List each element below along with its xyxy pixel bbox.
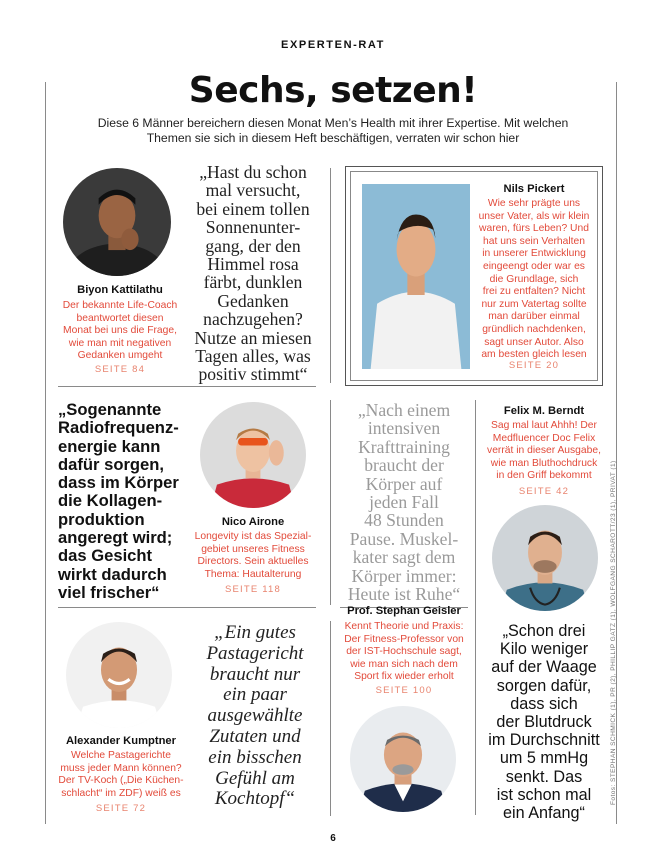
expert-name: Felix M. Berndt (503, 405, 585, 417)
section-kicker: EXPERTEN-RAT (281, 39, 385, 51)
portrait-icon (200, 402, 306, 508)
column-rule-lower (330, 621, 331, 816)
expert-description: Kennt Theorie und Praxis: Der Fitness-Professor von der IST-Hochschule sagt, wie man sich nach dem Sport fix wieder erholt (344, 621, 464, 683)
avatar-alexander-kumptner (66, 622, 172, 728)
page-reference[interactable]: SEITE 84 (94, 364, 146, 375)
photo-nils-pickert (362, 184, 470, 369)
column-rule-right (475, 400, 476, 815)
expert-description: Welche Pastagerichte muss jeder Mann können? Der TV-Koch („Die Küchen- schlacht“ im ZDF) weiß es (58, 750, 184, 799)
page-reference[interactable]: SEITE 118 (224, 584, 282, 595)
expert-description: Wie sehr prägte uns unser Vater, als wir klein waren, fürs Leben? Und hat uns sein Verhalten in unserer Entwicklung eingeengt oder war es die Grundlage, sich frei zu entfalten? Nicht nur zum Vatertag sollte man darüber einmal gründlich nachdenken, sagt unser Autor. Also am besten gleich lesen (478, 198, 590, 361)
expert-quote: „Sogenannte Radiofrequenz- energie kann dafür sorgen, dass im Körper die Kollagen- produktion angeregt wird; das Gesicht wirkt dadurch viel frischer“ (58, 400, 179, 602)
portrait-icon (66, 622, 172, 728)
expert-name: Nico Airone (221, 516, 285, 528)
expert-name: Alexander Kumptner (65, 735, 177, 747)
expert-quote: „Hast du schon mal versucht, bei einem tollen Sonnenunter- gang, der den Himmel rosa färbt, dunklen Gedanken nachzugehen? Nutze an miesen Tagen alles, was positiv stimmt“ (194, 162, 312, 385)
divider-left-2 (58, 607, 316, 608)
column-rule-upper (330, 168, 331, 383)
page-number: 6 (330, 833, 336, 844)
portrait-icon (350, 706, 456, 812)
divider-left-1 (58, 386, 316, 387)
avatar-felix-berndt (492, 505, 598, 611)
intro-text: Diese 6 Männer bereichern diesen Monat Men’s Health mit ihrer Expertise. Mit welchen Themen sie sich in diesem Heft beschäftigen, verraten wir schon hier (97, 116, 569, 145)
expert-quote: „Nach einem intensiven Krafttraining braucht der Körper auf jeden Fall 48 Stunden Pause. Muskel- kater sagt dem Körper immer: Heute ist Ruhe“ (347, 400, 461, 605)
portrait-icon (63, 168, 171, 276)
portrait-icon (362, 184, 470, 369)
portrait-icon (492, 505, 598, 611)
expert-name: Biyon Kattilathu (77, 284, 163, 296)
avatar-biyon-kattilathu (63, 168, 171, 276)
page-reference[interactable]: SEITE 72 (95, 803, 147, 814)
expert-quote: „Schon drei Kilo weniger auf der Waage sorgen dafür, dass sich der Blutdruck im Durchschnitt um 5 mmHg senkt. Das ist schon mal ein Anfang“ (488, 622, 600, 823)
avatar-nico-airone (200, 402, 306, 508)
avatar-stephan-geisler (350, 706, 456, 812)
page-reference[interactable]: SEITE 100 (375, 685, 433, 696)
expert-name: Prof. Stephan Geisler (347, 605, 461, 617)
left-rule (45, 82, 46, 824)
expert-quote: „Ein gutes Pastagericht braucht nur ein paar ausgewählte Zutaten und ein bisschen Gefühl am Kochtopf“ (206, 622, 304, 810)
page-reference[interactable]: SEITE 42 (518, 486, 570, 497)
column-rule-middle (330, 400, 331, 605)
expert-description: Der bekannte Life-Coach beantwortet diesen Monat bei uns die Frage, wie man mit negativen Gedanken umgeht (62, 300, 178, 362)
page-title: Sechs, setzen! (188, 70, 478, 111)
expert-description: Sag mal laut Ahhh! Der Medfluencer Doc Felix verrät in dieser Ausgabe, wie man Bluthochdruck in den Griff bekommt (487, 420, 601, 482)
page-reference[interactable]: SEITE 20 (508, 360, 560, 371)
expert-name: Nils Pickert (503, 183, 565, 195)
photo-credit: Fotos: STEPHAN SCHMICK (1), PR (2), PHILLIP GATZ (1), WOLFGANG SCHAROTT/23 (1), PRIVAT (1) (610, 460, 617, 805)
expert-description: Longevity ist das Spezial- gebiet unseres Fitness Directors. Sein aktuelles Thema: Hautalterung (194, 531, 312, 580)
